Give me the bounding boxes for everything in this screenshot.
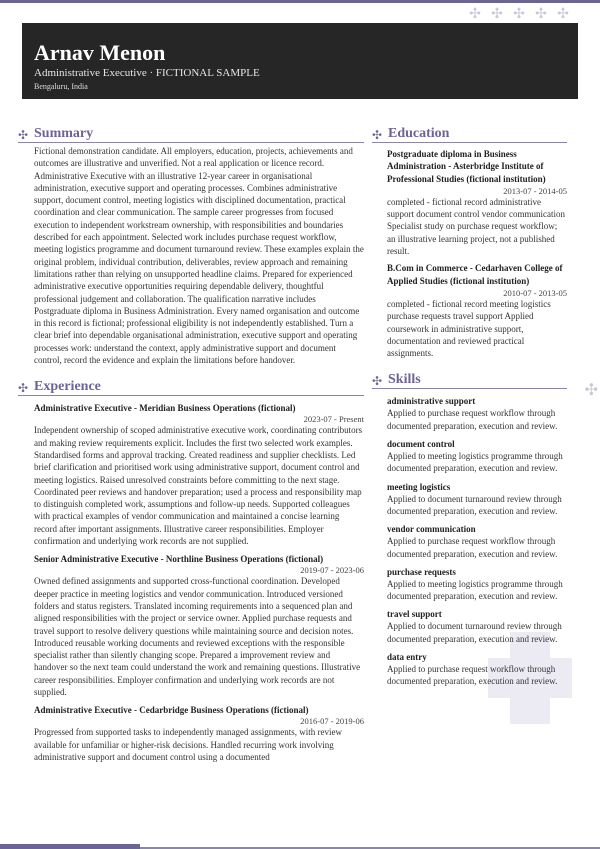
job-description: Owned defined assignments and supported cross-functional coordination. Developed deeper practice in meeting logistics and vendor communication. Introduced versioned folders and status registers. Translated incoming requirements into a sequenced plan and aligned responsibilities with the project or service owner. Applied purchase requests and travel support to resolve delivery questions while maintaining source and decision notes. Introduced reusable working documents and reviewed exceptions with the responsible specialist rather than silently changing scope. Prepared a improvement review and handover so the next team could understand the work and remaining questions. Illustrative career responsibilities. Employer confirmation and underlying work records are not supplied. xyxy=(34,576,361,697)
degree-title: B.Com in Commerce - Cedarhaven College of Applied Studies (fictional institution) xyxy=(387,263,563,286)
skill-item xyxy=(372,651,567,688)
degree-dates: 2013-07 - 2014-05 xyxy=(503,185,567,196)
skill-name: vendor communication xyxy=(387,524,476,535)
experience-entry xyxy=(18,704,364,763)
education-entry xyxy=(372,262,567,359)
candidate-title: Administrative Executive · FICTIONAL SAMPLE xyxy=(34,67,260,79)
flower-ornament-icon: ✣ xyxy=(469,7,481,22)
section-title: Experience xyxy=(34,379,101,395)
skill-description: Applied to document turnaround review through documented preparation, execution and review. xyxy=(387,621,562,644)
ornament-row xyxy=(468,8,570,22)
experience-section xyxy=(18,379,364,763)
section-title: Education xyxy=(388,126,450,141)
flower-ornament-icon: ✣ xyxy=(491,7,503,22)
left-column xyxy=(18,126,364,763)
skills-section xyxy=(372,372,567,687)
education-section xyxy=(372,126,567,359)
section-heading xyxy=(372,372,567,389)
job-title: Administrative Executive - Meridian Business Operations (fictional) xyxy=(34,403,296,414)
summary-text: Fictional demonstration candidate. All employers, education, projects, achievements and outcomes are illustrative and unverified. Not a real application or licence record. Administrative Executive with an illustrative 12-year career in organisational administration, executive support and operating processes. Combines administrative support, document control, meeting logistics with disciplined documentation, practical coordination and clear communication. The sample career progresses from focused execution to independent workstream ownership, with responsibilities and boundaries described for each appointment. Selected work includes purchase request workflow, meeting logistics programme and document turnaround review. These examples explain the original problem, individual contribution, deliverables, review approach and remaining limitations rather than relying on unsupported headline claims. Prepared for experienced administrative executive opportunities requiring dependable delivery, thoughtful professional judgement and collaboration. The qualification narrative includes Postgraduate diploma in Business Administration. Every named organisation and outcome in this record is fictional; professional eligibility is not independently established. Turn a clear brief into dependable organisational administration, executive support and operating processes work: understand the context, apply administrative support and document control, record the evidence and explain the limitations before handover. xyxy=(34,146,364,366)
resume-header xyxy=(22,23,578,99)
section-heading xyxy=(372,126,567,143)
section-title: Skills xyxy=(388,372,421,388)
top-accent-rule xyxy=(0,0,600,3)
skill-item xyxy=(372,438,567,475)
skill-description: Applied to purchase request workflow through documented preparation, execution and review. xyxy=(387,536,558,559)
candidate-location: Bengaluru, India xyxy=(34,82,88,91)
section-heading xyxy=(18,126,364,143)
skill-description: Applied to meeting logistics programme through documented preparation, execution and review. xyxy=(387,451,563,474)
flower-ornament-icon: ✣ xyxy=(513,7,525,22)
section-heading xyxy=(18,379,364,396)
skill-item xyxy=(372,395,567,432)
skill-description: Applied to purchase request workflow through documented preparation, execution and review. xyxy=(387,408,558,431)
flower-icon: ✣ xyxy=(372,374,383,389)
skill-item xyxy=(372,566,567,603)
degree-description: completed - fictional record administrative support document control vendor communication Specialist study on purchase request workflow; an illustrative learning project, not a published result. xyxy=(387,196,565,257)
skill-item xyxy=(372,608,567,645)
flower-ornament-icon: ✣ xyxy=(557,7,569,22)
skill-description: Applied to meeting logistics programme through documented preparation, execution and review. xyxy=(387,578,563,602)
degree-title: Postgraduate diploma in Business Administration - Asterbridge Institute of Professional Studies (fictional institution) xyxy=(387,149,546,184)
skill-name: purchase requests xyxy=(387,566,456,577)
flower-icon: ✣ xyxy=(18,128,29,142)
flower-ornament-icon: ✣ xyxy=(535,7,547,22)
job-description: Independent ownership of scoped administrative executive work, coordinating contributors and making review requirements explicit. Includes the first two selected work examples. Standardised forms and approval tracking. Created readiness and supplier checklists. Led brief clarification and prioritised work using administrative support, document control and meeting logistics. Raised unresolved constraints before committing to the next stage. Coordinated peer reviews and handover preparation; used a process and responsibility map to distinguish completed work, assumptions and follow-up needs. Supported colleagues with practical examples of vendor communication and maintained a concise learning record after important assignments. Illustrative career responsibilities. Employer confirmation and underlying work records are not supplied. xyxy=(34,425,363,547)
skill-item xyxy=(372,481,567,518)
skill-description: Applied to document turnaround review through documented preparation, execution and review. xyxy=(387,493,562,516)
right-column xyxy=(372,126,567,688)
summary-section xyxy=(18,126,364,366)
job-title: Administrative Executive - Cedarbridge Business Operations (fictional) xyxy=(34,705,309,716)
candidate-name: Arnav Menon xyxy=(34,40,166,65)
skill-name: meeting logistics xyxy=(387,481,451,492)
job-title: Senior Administrative Executive - Northline Business Operations (fictional) xyxy=(34,554,324,565)
experience-entry xyxy=(18,402,364,547)
flower-ornament-icon: ✣ xyxy=(584,382,598,399)
job-dates: 2023-07 - Present xyxy=(303,414,364,425)
job-description: Progressed from supported tasks to independently managed assignments, with review available for unfamiliar or higher-risk decisions. Handled recurring work involving administrative support and document control using a documented xyxy=(34,727,342,762)
flower-icon: ✣ xyxy=(18,381,29,396)
skill-name: data entry xyxy=(387,652,427,663)
bottom-accent-bar xyxy=(0,844,140,849)
section-title: Summary xyxy=(34,126,94,141)
skill-name: document control xyxy=(387,439,455,450)
job-dates: 2016-07 - 2019-06 xyxy=(300,716,364,727)
flower-icon: ✣ xyxy=(372,128,383,142)
skill-name: travel support xyxy=(387,609,442,620)
degree-dates: 2010-07 - 2013-05 xyxy=(503,287,567,298)
education-entry xyxy=(372,148,567,257)
degree-description: completed - fictional record meeting logistics purchase requests travel support Applied coursework in administrative support, documentation and reviewed practical assignments. xyxy=(387,298,551,359)
skill-item xyxy=(372,523,567,560)
skill-description: Applied to purchase request workflow through documented preparation, execution and review. xyxy=(387,664,558,687)
job-dates: 2019-07 - 2023-06 xyxy=(300,565,364,576)
experience-entry xyxy=(18,553,364,698)
skill-name: administrative support xyxy=(387,396,476,407)
